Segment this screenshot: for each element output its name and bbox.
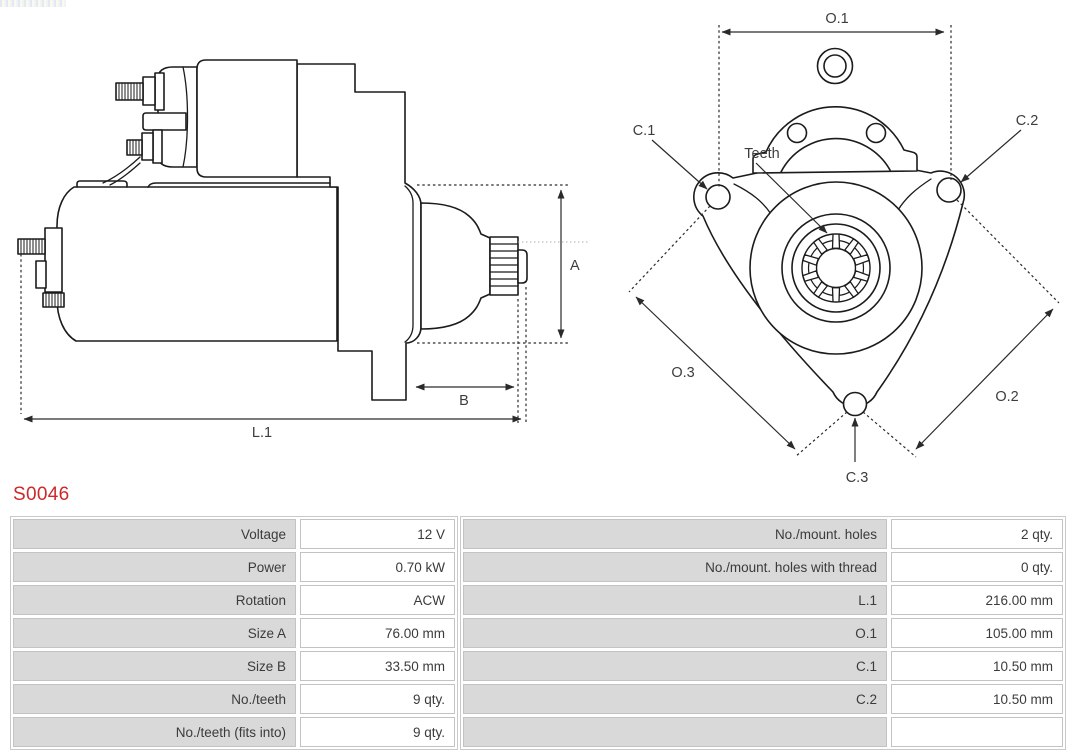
spec-label-cell: No./teeth (13, 684, 296, 714)
dim-label-o2: O.2 (995, 389, 1019, 405)
spec-label-cell: Size A (13, 618, 296, 648)
table-row (463, 585, 1063, 615)
table-row (463, 651, 1063, 681)
dim-label-l1: L.1 (251, 425, 273, 441)
spec-table-left (10, 516, 458, 750)
spec-value-cell: 10.50 mm (891, 651, 1063, 681)
upper-terminal-nut (143, 77, 155, 105)
spec-value-cell: 0.70 kW (300, 552, 455, 582)
dim-label-a: A (570, 258, 580, 274)
table-row (13, 585, 455, 615)
lower-terminal-washer (153, 130, 162, 163)
spec-value-cell: ACW (300, 585, 455, 615)
spec-label-cell: Power (13, 552, 296, 582)
spec-value-cell (891, 717, 1063, 747)
dim-o2-line (916, 309, 1053, 449)
table-row (13, 552, 455, 582)
dim-label-c2: C.2 (1015, 113, 1039, 129)
spec-value-cell: 216.00 mm (891, 585, 1063, 615)
table-row (463, 618, 1063, 648)
part-number-title: S0046 (13, 484, 70, 505)
ext-o2-bottom (863, 412, 916, 457)
spec-value-cell: 10.50 mm (891, 684, 1063, 714)
spec-label-cell: C.1 (463, 651, 887, 681)
mount-hole-right (937, 178, 961, 202)
spec-label-cell: Voltage (13, 519, 296, 549)
left-plate-notch (36, 261, 46, 288)
spec-value-cell: 9 qty. (300, 717, 455, 747)
solenoid-body (197, 60, 297, 177)
dim-label-o1: O.1 (825, 11, 849, 27)
spec-value-cell: 9 qty. (300, 684, 455, 714)
arch-left-hole (788, 124, 807, 143)
terminal-bar (143, 113, 186, 130)
upper-terminal-washer (155, 73, 164, 110)
lower-terminal-nut (142, 133, 153, 160)
dim-label-b: B (459, 393, 469, 409)
lower-terminal-thread (127, 140, 142, 155)
dim-label-o3: O.3 (671, 365, 695, 381)
spec-label-cell: Size B (13, 651, 296, 681)
left-plate (45, 228, 62, 292)
ext-o3-bottom (795, 412, 847, 457)
drive-end-housing (421, 203, 490, 329)
spec-table-right (460, 516, 1066, 750)
leader-c2 (961, 130, 1021, 182)
left-upper-stud (18, 239, 45, 254)
table-row (13, 717, 455, 747)
spec-label-cell (463, 717, 887, 747)
front-view-drawing (694, 49, 965, 416)
table-row (13, 684, 455, 714)
arch-right-hole (867, 124, 886, 143)
upper-terminal-thread (116, 83, 143, 100)
spec-value-cell: 2 qty. (891, 519, 1063, 549)
spec-label-cell: C.2 (463, 684, 887, 714)
side-view-drawing (18, 60, 527, 400)
spec-label-cell: No./teeth (fits into) (13, 717, 296, 747)
mount-hole-left (706, 185, 730, 209)
dim-label-c3: C.3 (845, 470, 869, 486)
spec-value-cell: 0 qty. (891, 552, 1063, 582)
spec-value-cell: 105.00 mm (891, 618, 1063, 648)
motor-body (57, 187, 337, 341)
table-row (463, 519, 1063, 549)
arch-top-lug (818, 49, 853, 84)
leader-c1 (652, 140, 707, 189)
table-row (13, 519, 455, 549)
teeth-label: Teeth (744, 146, 780, 162)
ext-o3-top (629, 206, 710, 292)
top-arch (753, 107, 917, 173)
dim-label-c1: C.1 (632, 123, 656, 139)
table-row (13, 618, 455, 648)
table-row (463, 552, 1063, 582)
ext-o2-top (957, 200, 1059, 303)
shaft-end-cap (518, 250, 527, 283)
spec-value-cell: 33.50 mm (300, 651, 455, 681)
spec-label-cell: No./mount. holes (463, 519, 887, 549)
spec-label-cell: No./mount. holes with thread (463, 552, 887, 582)
spec-label-cell: L.1 (463, 585, 887, 615)
spec-value-cell: 12 V (300, 519, 455, 549)
spec-label-cell: O.1 (463, 618, 887, 648)
body-top-strip (77, 181, 127, 187)
spec-value-cell: 76.00 mm (300, 618, 455, 648)
pinion-bore (817, 249, 856, 288)
table-row (463, 684, 1063, 714)
table-row (13, 651, 455, 681)
table-row (463, 717, 1063, 747)
spec-label-cell: Rotation (13, 585, 296, 615)
